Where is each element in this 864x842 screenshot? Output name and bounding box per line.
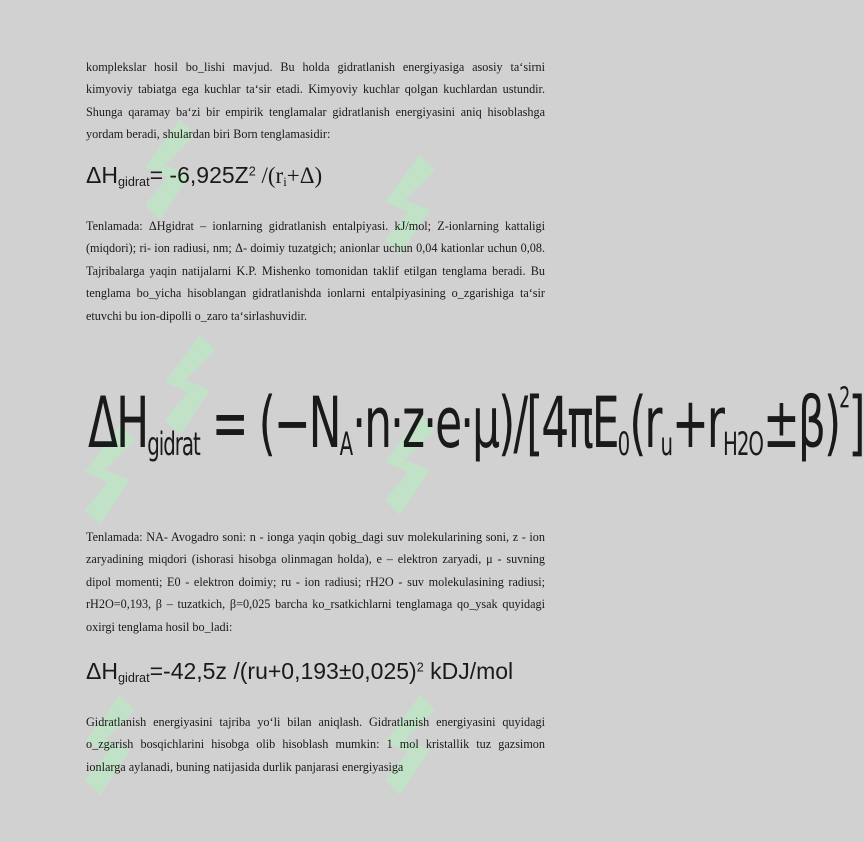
paragraph-born-explanation: Tenlamada: ΔHgidrat – ionlarning gidratlanish entalpiyasi. kJ/mol; Z-ionlarning kattaligi (miqdori); ri- ion radiusi, nm; Δ- doimiy tuzatgich; anionlar uchun 0,04 kationlar uchun 0,08. Tajribalarga yaqin natijalarni K.P. Mishenko tomonidan taklif etilgan tenglama beradi. Bu tenglama bo_yicha hisoblangan gidratlanishda ionlarni entalpiyasining o_zgarishiga ta‘sir etuvchi bu ion-dipolli o_zaro ta‘sirlashuvidir. — [86, 219, 545, 323]
paragraph-mishenko-explanation: Tenlamada: NA- Avogadro soni: n - ionga yaqin qobig_dagi suv molekularining soni, z - ion zaryadining miqdori (ishorasi hisobga olinmagan holda), e – elektron zaryadi, μ - suvning dipol momenti; E0 - elektron doimiy; ru - ion radiusi; rH2O - suv molekulasining radiusi; rH2O=0,193, β – tuzatkich, β=0,025 barcha ko_rsatkichlarni tenglamaga qo_ysak quyidagi oxirgi tenglama hosil bo_ladi: — [86, 530, 545, 634]
final-equation: $\Delta H_{gidrat}=-42,5z$ $/(ru+0,193\pm 0,025)^2$ kDJ/mol — [86, 658, 514, 686]
paragraph-born-intro: komplekslar hosil bo_lishi mavjud. Bu holda gidratlanish energiyasiga asosiy ta‘sirni kimyoviy tabiatga ega kuchlar ta‘sir etadi. Kimyoviy kuchlar qolgan kuchlardan ustundir. Shunga qaramay ba‘zi bir empirik tenglamalar gidratlanish energiyasini aniq hisoblashga yordam beradi, shulardan biri Born tenglamasidir: — [86, 60, 545, 142]
paragraph-experimental: Gidratlanish energiyasini tajriba yo‘li bilan aniqlash. Gidratlanish energiyasini quyidagi o_zgarish bosqichlarini hisobga olib hisoblash mumkin: 1 mol kristallik tuz gazsimon ionlarga aylanadi, buning natijasida durlik panjarasi energiyasiga — [86, 715, 545, 774]
mishenko-equation: $\Delta H_{gidrat} = (-N_A\cdot n\cdot z\cdot e\cdot\mu)/[4\pi E_0(r_u+r_{H2O}\pm\beta)^2]$ — [88, 383, 864, 465]
born-equation: $\Delta H_{gidrat}= -6,925Z^2$ $/(r_i+\Delta)$ — [86, 162, 323, 190]
